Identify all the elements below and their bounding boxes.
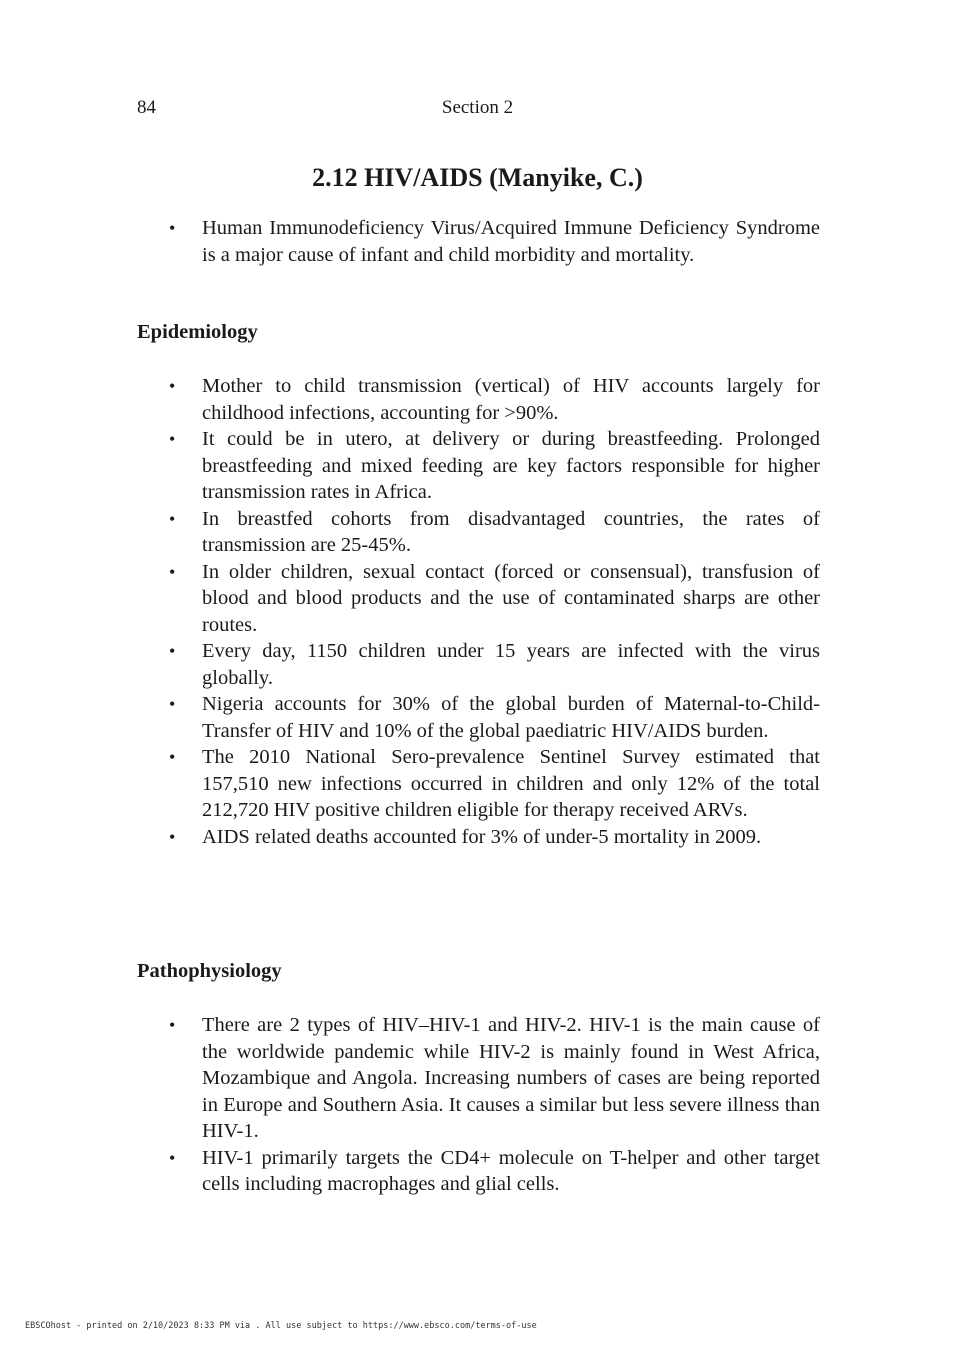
- list-item: • Nigeria accounts for 30% of the global burden of Maternal-to-Child-Transfer of HIV and 10% of the global paediatric HIV/AIDS burden.: [137, 691, 820, 744]
- list-item: • It could be in utero, at delivery or during breastfeeding. Prolonged breastfeeding and mixed feeding are key factors responsible for higher transmission rates in Africa.: [137, 426, 820, 506]
- intro-block: [137, 215, 820, 268]
- pathophysiology-list: [137, 1012, 820, 1198]
- list-item: • In breastfed cohorts from disadvantaged countries, the rates of transmission are 25-45%.: [137, 506, 820, 559]
- list-item: • Every day, 1150 children under 15 years are infected with the virus globally.: [137, 638, 820, 691]
- list-item: • Mother to child transmission (vertical) of HIV accounts largely for childhood infections, accounting for >90%.: [137, 373, 820, 426]
- epidemiology-block: [137, 373, 820, 850]
- print-footer: EBSCOhost - printed on 2/10/2023 8:33 PM via . All use subject to https://www.ebsco.com/terms-of-use: [25, 1321, 537, 1331]
- running-head: Section 2: [441, 97, 514, 118]
- list-item: • The 2010 National Sero-prevalence Sentinel Survey estimated that 157,510 new infections occurred in children and only 12% of the total 212,720 HIV positive children eligible for therapy received ARVs.: [137, 744, 820, 824]
- list-item: • HIV-1 primarily targets the CD4+ molecule on T-helper and other target cells including macrophages and glial cells.: [137, 1145, 820, 1198]
- chapter-title: 2.12 HIV/AIDS (Manyike, C.): [312, 163, 643, 192]
- list-item: • There are 2 types of HIV–HIV-1 and HIV-2. HIV-1 is the main cause of the worldwide pandemic while HIV-2 is mainly found in West Africa, Mozambique and Angola. Increasing numbers of cases are being reported in Europe and Southern Asia. It causes a similar but less severe illness than HIV-1.: [137, 1012, 820, 1145]
- list-item: • Human Immunodeficiency Virus/Acquired Immune Deficiency Syndrome is a major cause of infant and child morbidity and mortality.: [137, 215, 820, 268]
- intro-list: [137, 215, 820, 268]
- section-heading-epidemiology: Epidemiology: [137, 321, 258, 343]
- section-heading-pathophysiology: Pathophysiology: [137, 960, 282, 982]
- list-item: • In older children, sexual contact (forced or consensual), transfusion of blood and blood products and the use of contaminated sharps are other routes.: [137, 559, 820, 639]
- list-item: • AIDS related deaths accounted for 3% of under-5 mortality in 2009.: [137, 824, 820, 851]
- pathophysiology-block: [137, 1012, 820, 1198]
- page-number: 84: [137, 97, 156, 118]
- epidemiology-list: [137, 373, 820, 850]
